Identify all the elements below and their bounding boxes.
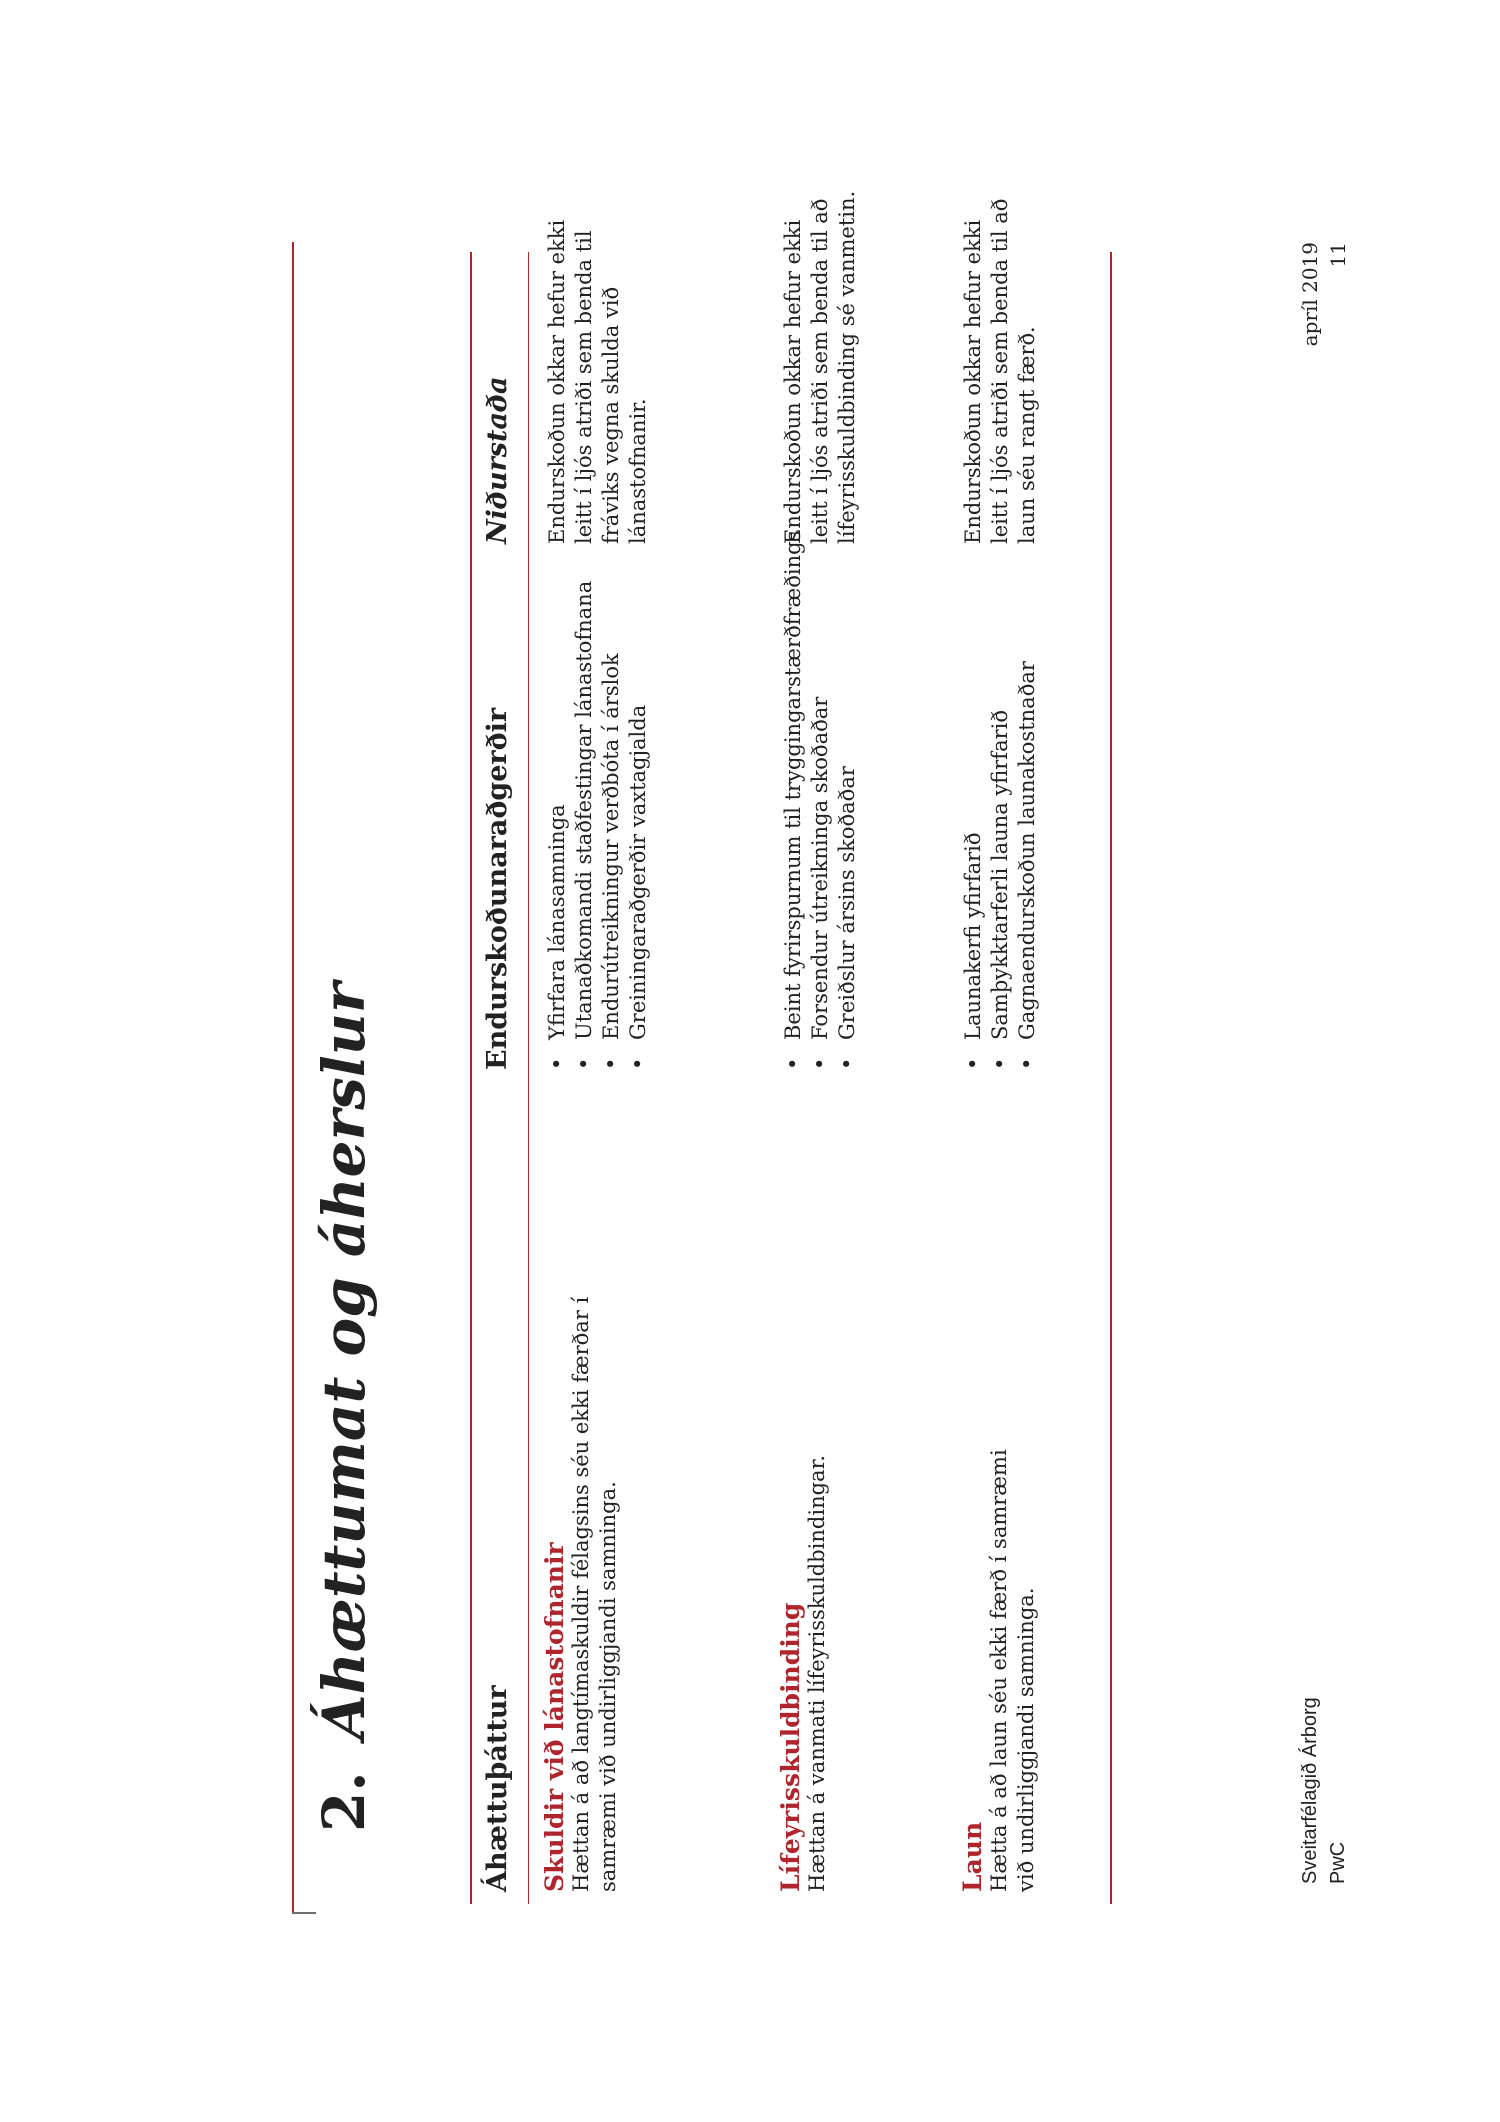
risk-description: Hætta á að laun séu ekki færð í samræmi við undirliggjandi samninga. (987, 1449, 1038, 1892)
table-top-rule (470, 252, 472, 1904)
firm-name: PwC (1327, 1841, 1349, 1884)
bullet-icon: • (572, 1057, 596, 1070)
procedure-list (960, 661, 1041, 1070)
procedure-list (780, 531, 861, 1070)
footer-right (1296, 242, 1352, 362)
frame-corner (292, 1912, 316, 1914)
list-item: • Endurútreikningur verðbóta í árslok (599, 653, 623, 1070)
list-item: • Gagnaendurskoðun launakostnaðar (1015, 661, 1039, 1070)
bullet-icon: • (545, 1057, 569, 1070)
risk-title: Laun (958, 1821, 987, 1892)
bullet-icon: • (599, 1057, 623, 1070)
page-number: 11 (1326, 242, 1350, 268)
footer-date: apríl 2019 (1298, 242, 1322, 347)
risk-description: Hættan á að langtímaskuldir félagsins séu ekki færðar í samræmi við undirliggjandi samninga. (569, 1296, 620, 1892)
header-result: Niðurstaða (482, 376, 513, 544)
result-text: Endurskoðun okkar hefur ekki leitt í ljós atriði sem benda til að lífeyrisskuldbinding sé vanmetin. (781, 190, 859, 544)
section-number: 2. (310, 1771, 378, 1832)
bullet-icon: • (1015, 1057, 1039, 1070)
risk-description: Hættan á vanmati lífeyrisskuldbindingar. (805, 1455, 829, 1892)
list-item: • Yfirfara lánasamninga (545, 804, 569, 1070)
bullet-icon: • (626, 1057, 650, 1070)
table-bottom-rule (1110, 252, 1112, 1904)
section-title: Áhættumat og áherslur (310, 982, 378, 1740)
footer-left (1296, 1697, 1352, 1884)
list-item: • Greiðslur ársins skoðaðar (835, 766, 859, 1070)
list-item: • Greiningaraðgerðir vaxtagjalda (626, 704, 650, 1070)
bullet-icon: • (808, 1057, 832, 1070)
list-item: • Utanaðkomandi staðfestingar lánastofnana (572, 580, 596, 1070)
list-item: • Samþykktarferli launa yfirfarið (988, 709, 1012, 1070)
bullet-icon: • (835, 1057, 859, 1070)
list-item: • Beint fyrirspurnum til tryggingarstærðfræðings (781, 530, 805, 1070)
client-name: Sveitarfélagið Árborg (1299, 1697, 1321, 1884)
bullet-icon: • (988, 1057, 1012, 1070)
result-text: Endurskoðun okkar hefur ekki leitt í ljós atriði sem benda til að laun séu rangt færð. (961, 198, 1039, 544)
frame-rule (292, 242, 294, 1914)
header-risk: Áhættuþáttur (482, 1685, 513, 1892)
header-rule (528, 252, 529, 1904)
procedure-list (544, 581, 652, 1070)
risk-title: Skuldir við lánastofnanir (540, 1542, 569, 1892)
bullet-icon: • (781, 1057, 805, 1070)
bullet-icon: • (961, 1057, 985, 1070)
header-procedures: Endurskoðunaraðgerðir (482, 707, 513, 1070)
page-title (310, 982, 378, 1832)
result-text: Endurskoðun okkar hefur ekki leitt í ljós atriði sem benda til fráviks vegna skulda við lánastofnanir. (545, 219, 650, 544)
list-item: • Launakerfi yfirfarið (961, 832, 985, 1070)
risk-title: Lífeyrisskuldbinding (776, 1602, 805, 1892)
list-item: • Forsendur útreikninga skoðaðar (808, 696, 832, 1070)
